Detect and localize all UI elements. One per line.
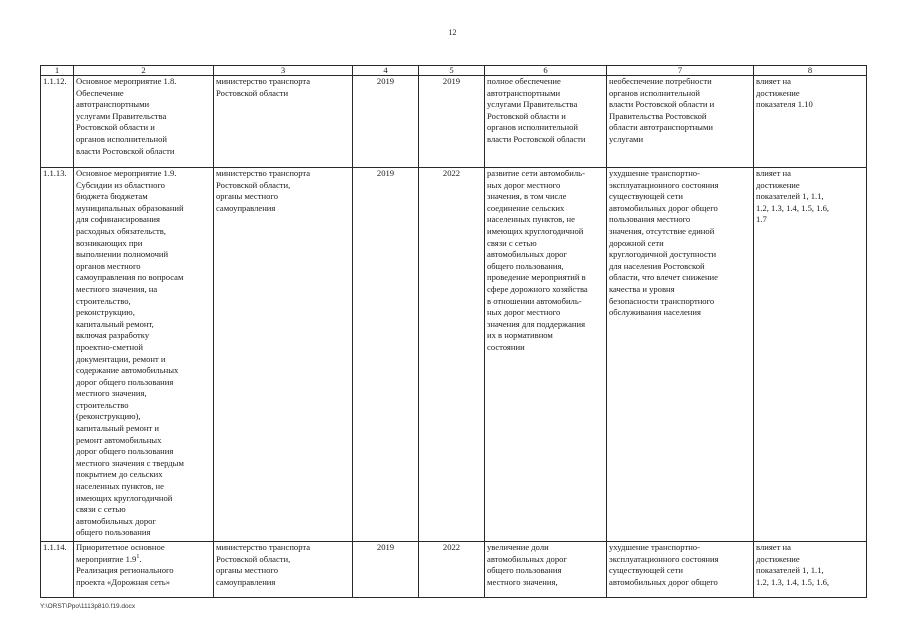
measure-name-cell: Основное мероприятие 1.8. Обеспечение автотранспортными услугами Правительства Ростовской области и органов исполнительной власти Ростовской области [74, 76, 214, 168]
expected-result-cell: полное обеспечение автотранспортными услугами Правительства Ростовской области и органов исполнительной власти Ростовской области [485, 76, 607, 168]
indicator-relation-cell: влияет на достижение показателей 1, 1.1, 1.2, 1.3, 1.4, 1.5, 1.6, [754, 542, 867, 598]
consequences-cell: ухудшение транспортно- эксплуатационного состояния существующей сети автомобильных дорог общего пользования местного значения, отсутствие единой дорожной сети круглогодичной доступности для населения Ростовской области, что влечет снижение качества и уровня безопасности транспортного обслуживания населения [607, 168, 754, 542]
table-row [41, 76, 867, 168]
column-header: 7 [607, 66, 754, 76]
program-measures-table [40, 65, 867, 598]
end-year-cell: 2019 [419, 76, 485, 168]
indicator-relation-cell: влияет на достижение показателя 1.10 [754, 76, 867, 168]
column-header: 5 [419, 66, 485, 76]
column-header: 4 [353, 66, 419, 76]
executor-cell: министерство транспорта Ростовской области, органы местного самоуправления [214, 168, 353, 542]
start-year-cell: 2019 [353, 168, 419, 542]
column-header: 6 [485, 66, 607, 76]
end-year-cell: 2022 [419, 542, 485, 598]
column-number-row [41, 66, 867, 76]
expected-result-cell: развитие сети автомобиль- ных дорог местного значения, в том числе соединение сельских населенных пунктов, не имеющих круглогодичной связи с сетью автомобильных дорог общего пользования, проведение мероприятий в сфере дорожного хозяйства в отношении автомобиль- ных дорог местного значения для поддержания их в нормативном состоянии [485, 168, 607, 542]
expected-result-cell: увеличение доли автомобильных дорог общего пользования местного значения, [485, 542, 607, 598]
start-year-cell: 2019 [353, 76, 419, 168]
measure-name-text: Приоритетное основное мероприятие 1.9 [76, 542, 165, 564]
consequences-cell: необеспечение потребности органов исполнительной власти Ростовской области и Правительства Ростовской области автотранспортными услугами [607, 76, 754, 168]
column-header: 1 [41, 66, 74, 76]
column-header: 3 [214, 66, 353, 76]
row-number-cell: 1.1.14. [41, 542, 74, 598]
measure-name-cell: Основное мероприятие 1.9. Субсидии из областного бюджета бюджетам муниципальных образований для софинансирования расходных обязательств, возникающих при выполнении полномочий органов местного самоуправления по вопросам местного значения, на строительство, реконструкцию, капитальный ремонт, включая разработку проектно-сметной документации, ремонт и содержание автомобильных дорог общего пользования местного значения, строительство (реконструкцию), капитальный ремонт и ремонт автомобильных дорог общего пользования местного значения с твердым покрытием до сельских населенных пунктов, не имеющих круглогодичной связи с сетью автомобильных дорог общего пользования [74, 168, 214, 542]
indicator-relation-cell: влияет на достижение показателей 1, 1.1, 1.2, 1.3, 1.4, 1.5, 1.6, 1.7 [754, 168, 867, 542]
start-year-cell: 2019 [353, 542, 419, 598]
executor-cell: министерство транспорта Ростовской области [214, 76, 353, 168]
table-row [41, 168, 867, 542]
column-header: 8 [754, 66, 867, 76]
end-year-cell: 2022 [419, 168, 485, 542]
measure-name-text-cont: . Реализация регионального проекта «Дорожная сеть» [76, 553, 174, 587]
measure-superscript: 1 [136, 553, 140, 560]
measure-name-cell [74, 542, 214, 598]
column-header: 2 [74, 66, 214, 76]
row-number-cell: 1.1.13. [41, 168, 74, 542]
row-number-cell: 1.1.12. [41, 76, 74, 168]
table-row [41, 542, 867, 598]
executor-cell: министерство транспорта Ростовской области, органы местного самоуправления [214, 542, 353, 598]
document-file-path: Y:\ORST\Ppo\1113p810.f19.docx [40, 603, 136, 610]
page-number: 12 [448, 28, 457, 37]
consequences-cell: ухудшение транспортно- эксплуатационного состояния существующей сети автомобильных дорог общего [607, 542, 754, 598]
